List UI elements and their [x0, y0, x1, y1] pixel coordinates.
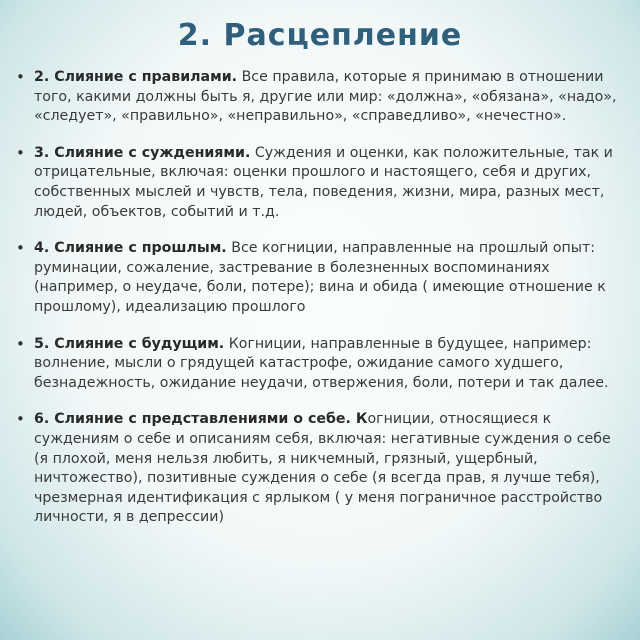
list-item-self [12, 410, 622, 528]
item-text: Когниции, направленные в будущее, например: волнение, мысли о грядущей катастрофе, ожидание самого худшего, безнадежность, ожидание неудачи, отвержения, боли, потери и так далее. [34, 335, 609, 391]
page-title: 2. Расцепление [177, 18, 463, 53]
item-heading: 3. Слияние с суждениями. [34, 144, 251, 161]
item-text: Все когниции, направленные на прошлый опыт: руминации, сожаление, застревание в болезненных воспоминаниях (например, о неудаче, боли, потере); вина и обида ( имеющие отношение к прошлому), идеализацию прошлого [34, 240, 606, 315]
bullet-icon: • [16, 143, 25, 162]
list-item-future [12, 335, 622, 394]
item-heading: 4. Слияние с прошлым. [34, 240, 227, 257]
item-text: огниции, относящиеся к суждениям о себе и описаниям себя, включая: негативные суждения о себе (я плохой, меня нельзя любить, я никчемный, грязный, ущербный, ничтожество), позитивные суждения о себе (я всегда прав, я лучше тебя), чрезмерная идентификация с ярлыком ( у меня пограничное расстройство личности, я в депрессии) [34, 411, 611, 526]
list-item-rules [12, 68, 622, 127]
item-heading: 6. Слияние с представлениями о себе. К [34, 411, 368, 428]
list-item-past [12, 239, 622, 317]
item-heading: 2. Слияние с правилами. [34, 69, 238, 85]
bullet-icon: • [16, 334, 25, 353]
item-heading: 5. Слияние с будущим. [34, 335, 225, 352]
item-text: Суждения и оценки, как положительные, так и отрицательные, включая: оценки прошлого и настоящего, себя и других, собственных мыслей и чувств, тела, поведения, жизни, мира, разных мест, людей, объектов, событий и т.д. [34, 144, 613, 220]
bullet-icon: • [16, 239, 25, 258]
bullet-icon: • [16, 410, 25, 429]
fusion-list [12, 68, 622, 545]
bullet-icon: • [16, 68, 25, 86]
list-item-judgments [12, 144, 622, 222]
item-text: Все правила, которые я принимаю в отношении того, какими должны быть я, другие или мир: «должна», «обязана», «надо», «следует», «правильно», «неправильно», «справедливо», «нечестно». [34, 69, 617, 125]
